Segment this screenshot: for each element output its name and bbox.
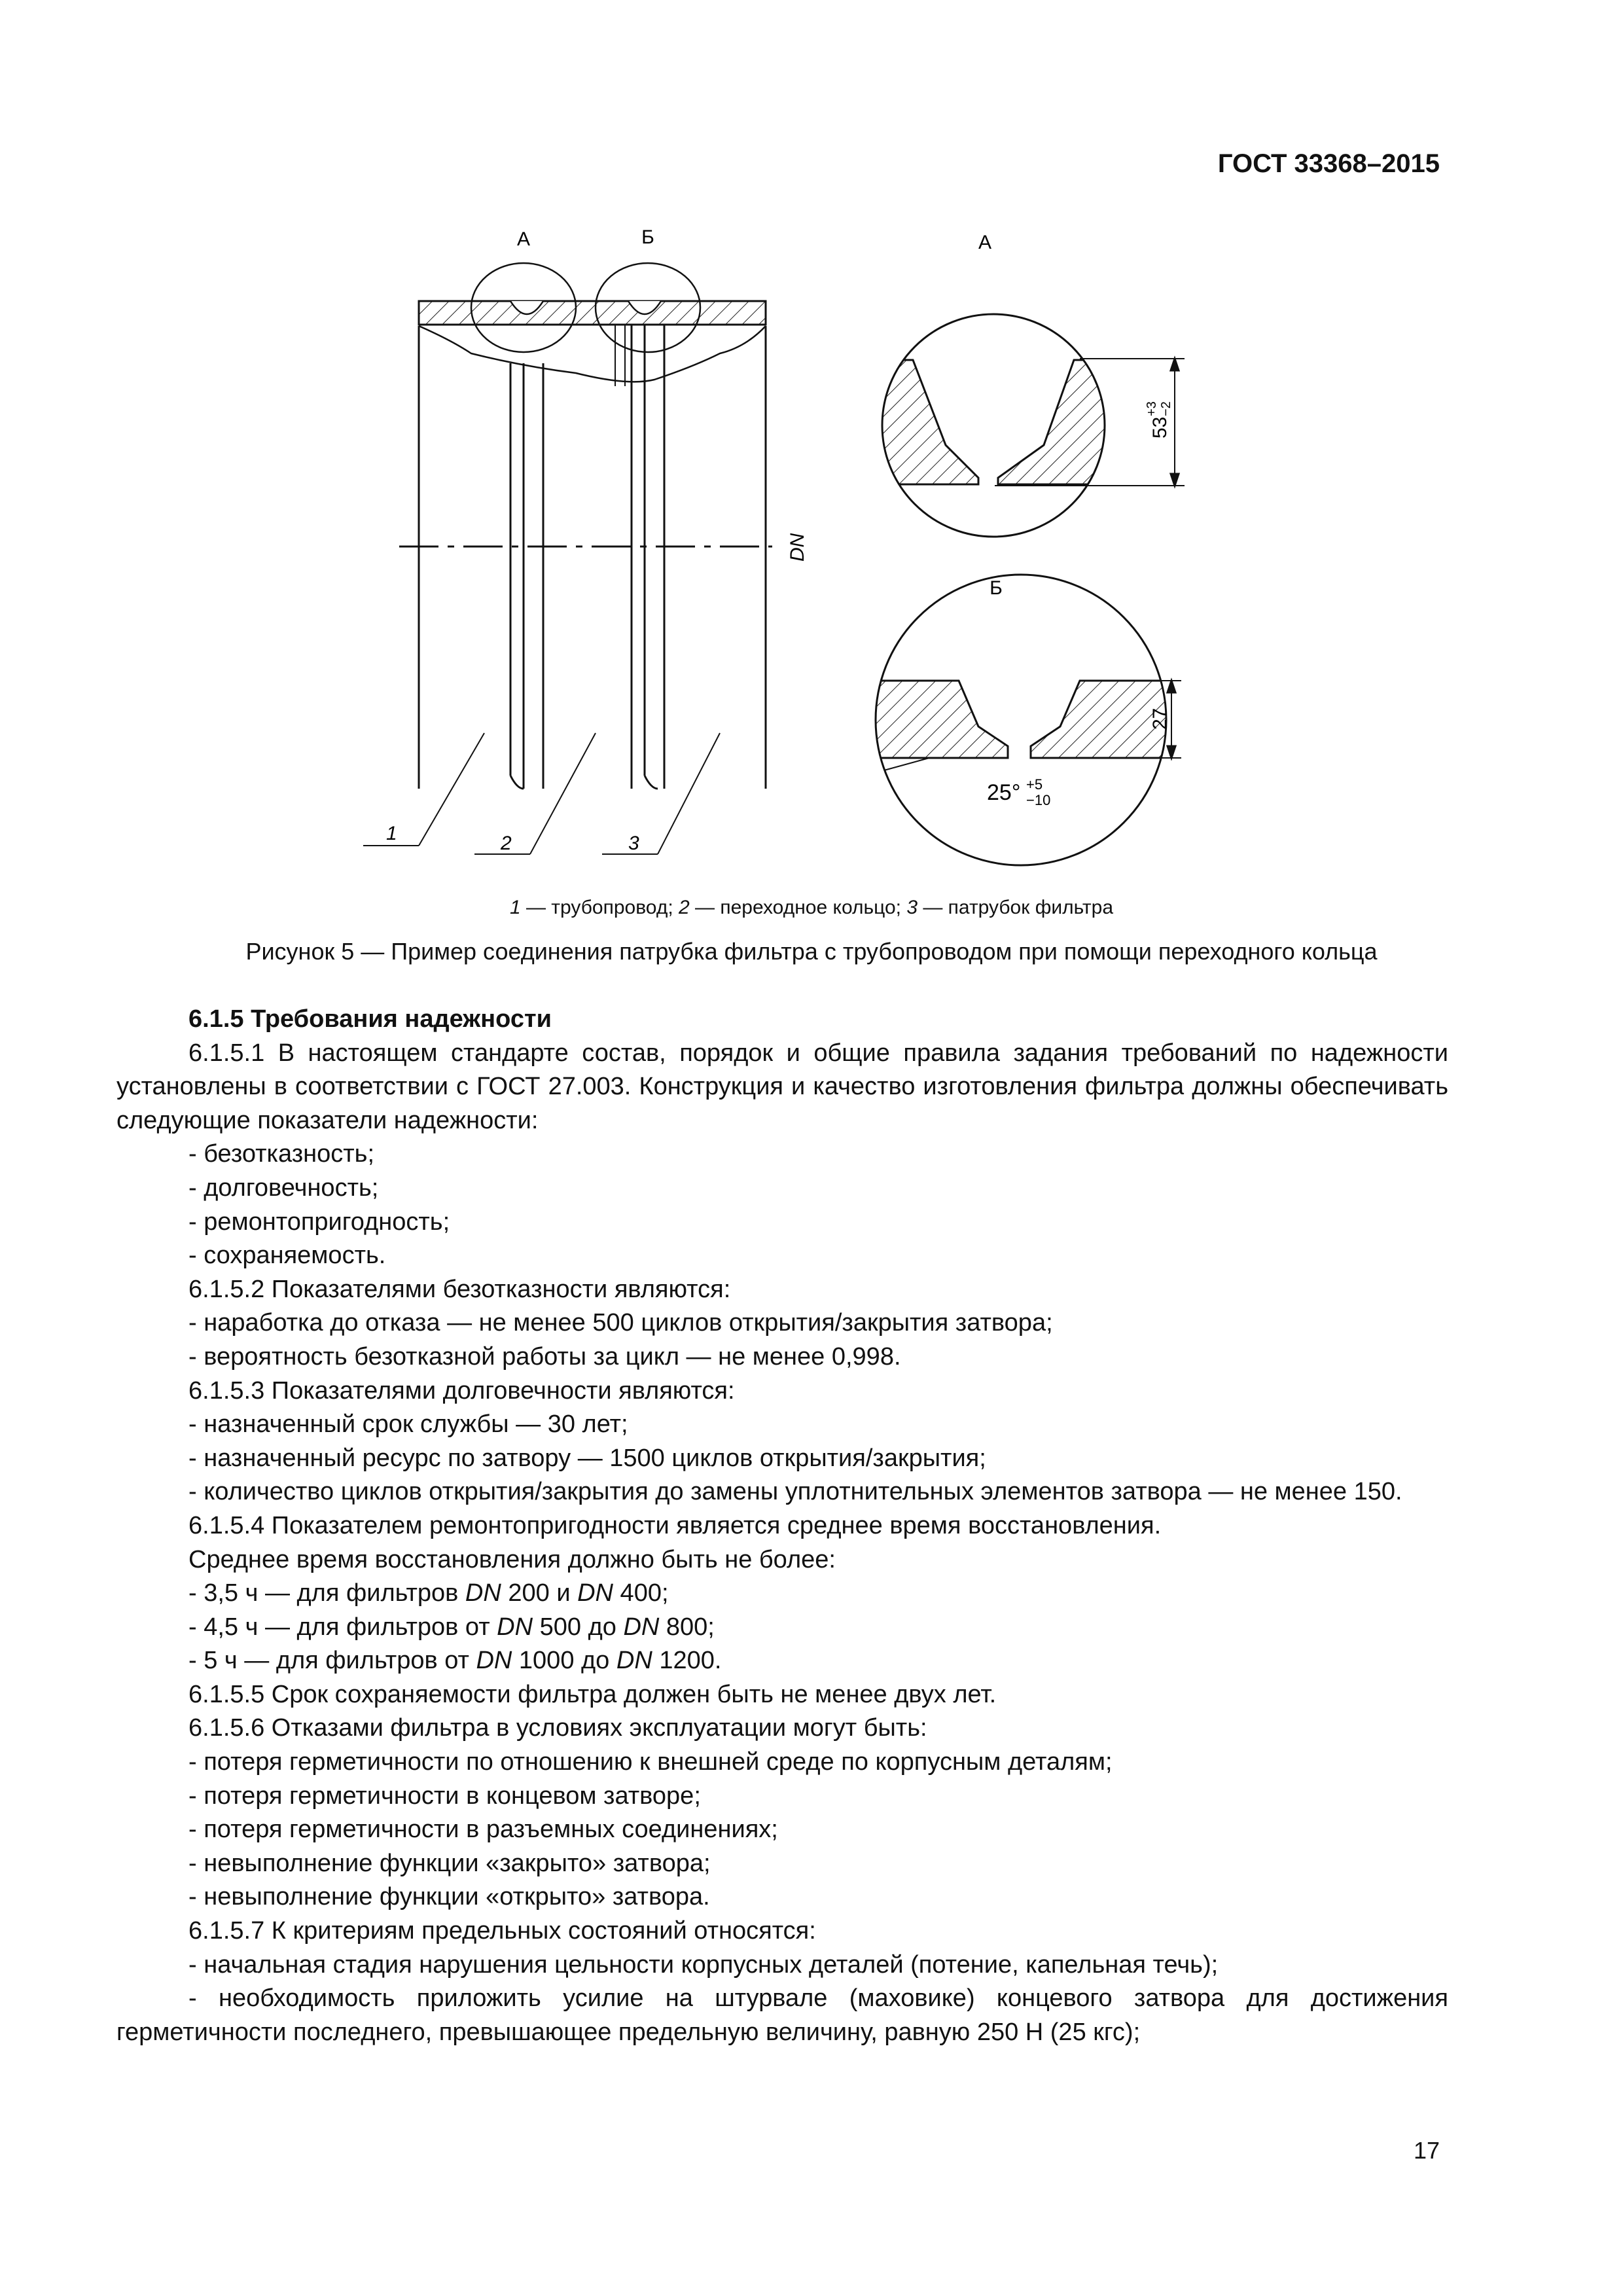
page-number: 17 (1413, 2137, 1440, 2164)
list-item: - безотказность; (188, 1140, 375, 1168)
list-item: - потеря герметичности в концевом затворе; (188, 1782, 701, 1810)
legend-num-3: 3 (906, 897, 918, 918)
detail-a (864, 314, 1185, 537)
dn-label: DN (787, 533, 808, 562)
legend-text-3: — патрубок фильтра (918, 897, 1114, 918)
paragraph: 6.1.5.6 Отказами фильтра в условиях эксплуатации могут быть: (188, 1714, 927, 1742)
legend-text-2: — переходное кольцо; (689, 897, 907, 918)
list-item: - вероятность безотказной работы за цикл — не менее 0,998. (188, 1342, 901, 1371)
paragraph: 6.1.5.3 Показателями долговечности являются: (188, 1376, 735, 1405)
section-content (116, 1003, 1448, 2049)
paragraph: Среднее время восстановления должно быть не более: (188, 1545, 836, 1573)
paragraph: 6.1.5.2 Показателями безотказности являются: (188, 1275, 731, 1303)
list-item: - потеря герметичности по отношению к внешней среде по корпусным деталям; (188, 1748, 1113, 1776)
list-item: - невыполнение функции «открыто» затвора. (188, 1883, 710, 1911)
dimension-a (1145, 401, 1173, 439)
list-item: - ремонтопригодность; (188, 1208, 450, 1236)
figure-5-drawing (0, 0, 1623, 877)
angle-b-upper: +5 (1026, 776, 1043, 793)
section-title: 6.1.5 Требования надежности (188, 1005, 552, 1033)
document-header: ГОСТ 33368–2015 (1217, 149, 1440, 178)
detail-b (870, 575, 1181, 865)
paragraph: 6.1.5.7 К критериям предельных состояний относятся: (188, 1917, 816, 1945)
content-body (116, 1037, 1448, 2050)
callout-2: 2 (501, 833, 512, 854)
view-b-marker: Б (641, 226, 654, 248)
figure-legend (0, 897, 1623, 919)
pipe-assembly (363, 263, 772, 854)
legend-text-1: — трубопровод; (520, 897, 679, 918)
paragraph: 6.1.5.5 Срок сохраняемости фильтра должен быть не менее двух лет. (188, 1680, 997, 1708)
list-item: - назначенный срок службы — 30 лет; (188, 1410, 628, 1439)
angle-b-base: 25° (987, 780, 1021, 805)
view-a-marker: А (516, 228, 531, 250)
list-item: - необходимость приложить усилие на штурвале (маховике) концевого затвора для достижения герметичности последнего, превышающее предельную величину, равную 250 Н (25 кгс); (116, 1984, 1448, 2046)
list-item: - 4,5 ч — для фильтров от DN 500 до DN 800; (188, 1613, 715, 1641)
list-item: - назначенный ресурс по затвору — 1500 циклов открытия/закрытия; (188, 1444, 986, 1472)
legend-num-2: 2 (679, 897, 690, 918)
list-item: - долговечность; (188, 1174, 379, 1202)
callout-1: 1 (386, 823, 397, 844)
detail-b-label: Б (990, 577, 1003, 599)
dimension-b: 27 (1149, 708, 1171, 730)
paragraph: 6.1.5.1 В настоящем стандарте состав, порядок и общие правила задания требований по надежности установлены в соответствии с ГОСТ 27.003. Конструкция и качество изготовления фильтра должны обеспечивать следующие показатели надежности: (116, 1039, 1448, 1134)
angle-b-lower: −10 (1026, 792, 1051, 808)
list-item: - невыполнение функции «закрыто» затвора; (188, 1849, 711, 1877)
dimension-a-upper: +3 (1145, 401, 1159, 416)
list-item: - начальная стадия нарушения цельности корпусных деталей (потение, капельная течь); (188, 1950, 1219, 1979)
paragraph: 6.1.5.4 Показателем ремонтопригодности является среднее время восстановления. (188, 1511, 1162, 1539)
detail-a-label: А (978, 232, 992, 253)
dimension-a-lower: −2 (1159, 401, 1173, 416)
list-item: - 3,5 ч — для фильтров DN 200 и DN 400; (188, 1579, 669, 1607)
legend-num-1: 1 (509, 897, 521, 918)
list-item: - количество циклов открытия/закрытия до замены уплотнительных элементов затвора — не менее 150. (188, 1478, 1402, 1506)
dimension-a-base: 53 (1149, 416, 1171, 439)
list-item: - наработка до отказа — не менее 500 циклов открытия/закрытия затвора; (188, 1309, 1053, 1337)
figure-caption: Рисунок 5 — Пример соединения патрубка фильтра с трубопроводом при помощи переходного кольца (245, 938, 1378, 965)
callout-3: 3 (628, 833, 639, 854)
list-item: - 5 ч — для фильтров от DN 1000 до DN 1200. (188, 1647, 722, 1675)
list-item: - сохраняемость. (188, 1242, 386, 1270)
list-item: - потеря герметичности в разъемных соединениях; (188, 1816, 778, 1844)
